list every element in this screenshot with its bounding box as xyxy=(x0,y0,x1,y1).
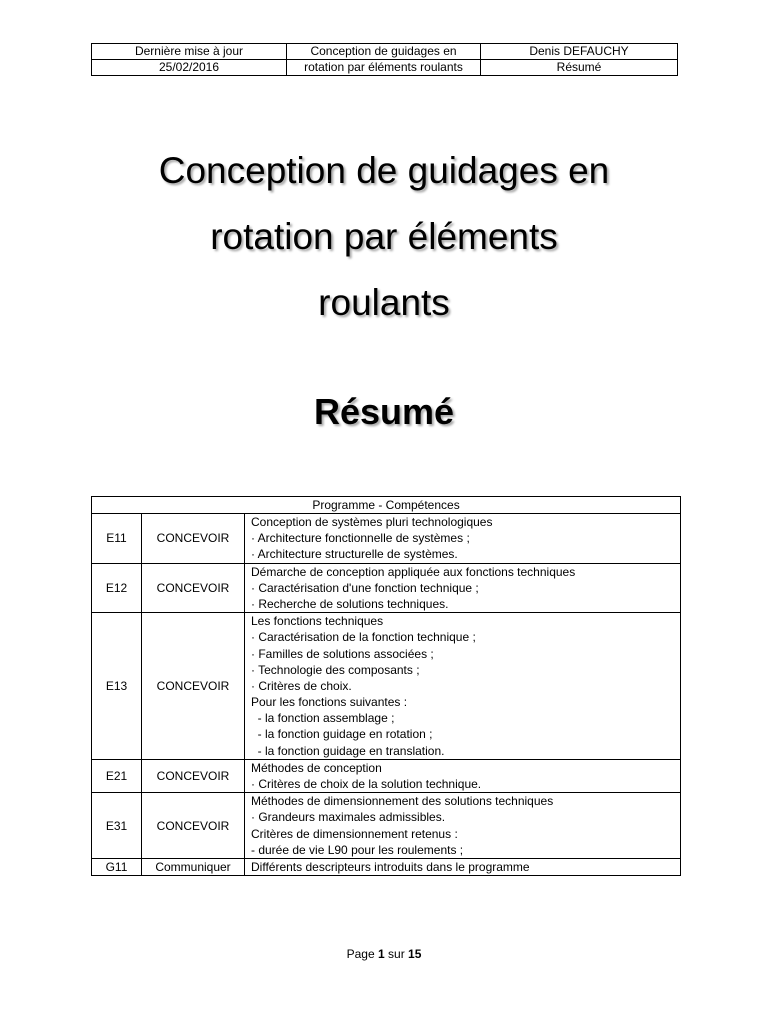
description-line: · Familles de solutions associées ; xyxy=(251,646,434,661)
header-row xyxy=(92,60,678,76)
page-total: 15 xyxy=(408,947,422,961)
description-line: Conception de systèmes pluri technologiques xyxy=(251,515,493,529)
title-line: Conception de guidages en xyxy=(158,150,610,191)
header-row xyxy=(92,44,678,60)
description-line: Différents descripteurs introduits dans le programme xyxy=(251,859,530,874)
description-line: · Critères de choix. xyxy=(251,678,352,693)
description-line: · Critères de choix de la solution technique. xyxy=(251,777,482,791)
competences-table xyxy=(91,496,681,876)
competence-description xyxy=(245,514,681,564)
footer-prefix: Page xyxy=(346,947,375,961)
description-line: · Architecture fonctionnelle de systèmes ; xyxy=(251,531,470,546)
description-line: - durée de vie L90 pour les roulements ; xyxy=(251,842,464,857)
document-subtitle: Résumé xyxy=(313,391,455,432)
page-number: 1 xyxy=(377,947,385,961)
description-line: · Grandeurs maximales admissibles. xyxy=(251,810,446,825)
document-title xyxy=(0,138,768,336)
competence-verb: Communiquer xyxy=(142,858,245,875)
header-cell-title-cont: rotation par éléments roulants xyxy=(287,60,481,76)
competence-code: G11 xyxy=(92,858,142,875)
table-row xyxy=(92,563,681,613)
table-row xyxy=(92,514,681,564)
header-cell-date: 25/02/2016 xyxy=(92,60,287,76)
table-row xyxy=(92,759,681,792)
competence-code: E11 xyxy=(92,514,142,564)
competence-code: E13 xyxy=(92,613,142,760)
competence-description xyxy=(245,858,681,875)
competence-verb: CONCEVOIR xyxy=(142,563,245,613)
description-line: Les fonctions techniques xyxy=(251,614,384,629)
description-line: Méthodes de conception xyxy=(251,760,382,775)
table-row xyxy=(92,613,681,760)
title-line: roulants xyxy=(318,282,450,323)
page-footer xyxy=(0,947,768,961)
competence-verb: CONCEVOIR xyxy=(142,793,245,859)
description-line: · Architecture structurelle de systèmes. xyxy=(251,547,458,562)
header-cell-label: Dernière mise à jour xyxy=(92,44,287,60)
description-line: Pour les fonctions suivantes : xyxy=(251,695,408,710)
table-row xyxy=(92,858,681,875)
competence-code: E21 xyxy=(92,759,142,792)
table-caption: Programme - Compétences xyxy=(92,497,681,514)
description-line: Critères de dimensionnement retenus : xyxy=(251,826,458,841)
competence-verb: CONCEVOIR xyxy=(142,613,245,760)
competence-description xyxy=(245,759,681,792)
competence-description xyxy=(245,793,681,859)
header-cell-author: Denis DEFAUCHY xyxy=(481,44,678,60)
competence-description xyxy=(245,563,681,613)
description-line: · Caractérisation de la fonction technique ; xyxy=(251,630,476,645)
description-line: · Caractérisation d'une fonction technique ; xyxy=(251,580,479,595)
competence-code: E31 xyxy=(92,793,142,859)
description-line: Démarche de conception appliquée aux fonctions techniques xyxy=(251,564,576,579)
competence-verb: CONCEVOIR xyxy=(142,759,245,792)
description-line: - la fonction guidage en rotation ; xyxy=(251,727,433,742)
description-line: · Recherche de solutions techniques. xyxy=(251,596,449,611)
title-line: rotation par éléments xyxy=(210,216,558,257)
header-table xyxy=(91,43,678,76)
header-cell-title: Conception de guidages en xyxy=(287,44,481,60)
description-line: · Technologie des composants ; xyxy=(251,662,420,677)
footer-middle: sur xyxy=(388,947,405,961)
competence-verb: CONCEVOIR xyxy=(142,514,245,564)
header-cell-doc-type: Résumé xyxy=(481,60,678,76)
competence-description xyxy=(245,613,681,760)
table-row xyxy=(92,793,681,859)
table-caption-row xyxy=(92,497,681,514)
description-line: - la fonction assemblage ; xyxy=(251,711,395,726)
description-line: - la fonction guidage en translation. xyxy=(251,743,445,758)
competence-code: E12 xyxy=(92,563,142,613)
description-line: Méthodes de dimensionnement des solutions techniques xyxy=(251,794,554,809)
